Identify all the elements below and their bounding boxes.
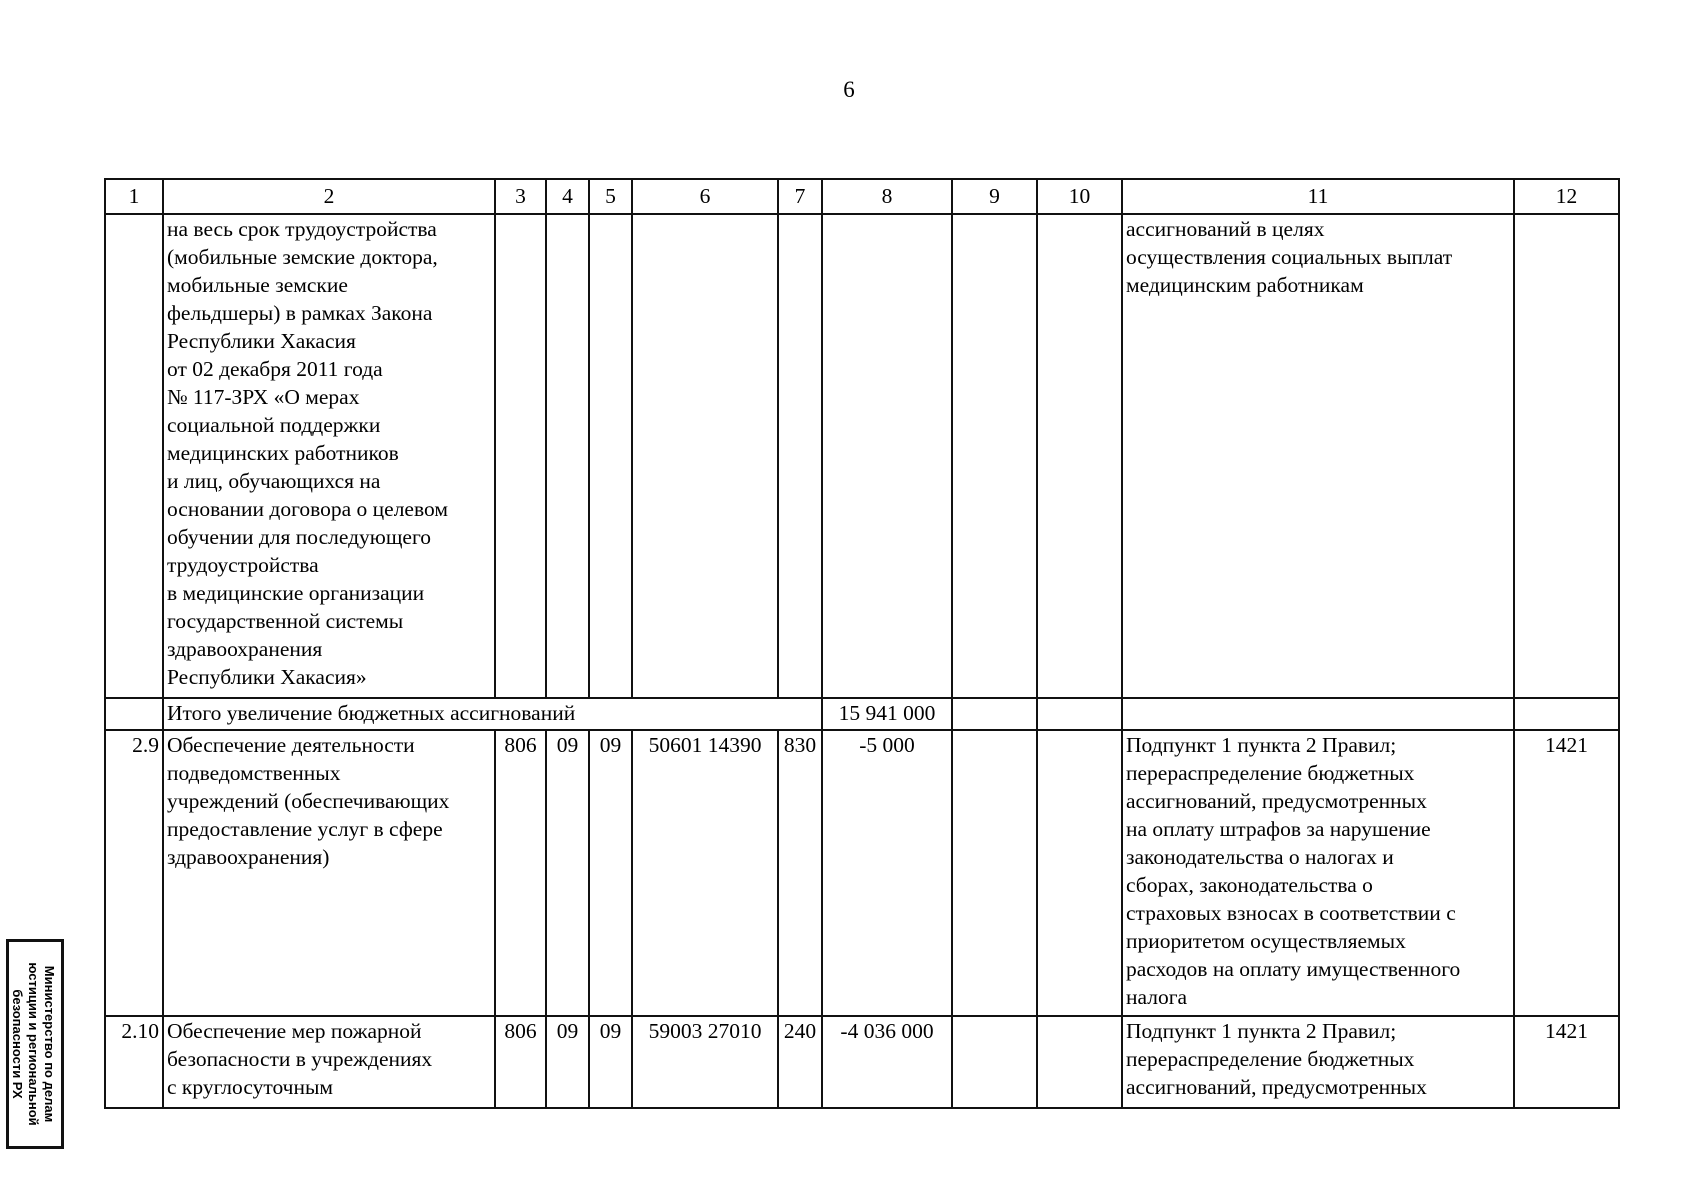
cell-col9 [952,698,1037,730]
cell-col12 [1514,698,1619,730]
cell-total-amount: 15 941 000 [822,698,952,730]
cell-subsection: 09 [589,730,632,1016]
column-header: 6 [632,179,778,214]
cell-col12: 1421 [1514,1016,1619,1108]
column-header: 10 [1037,179,1122,214]
table-row [105,1016,1619,1108]
column-header: 2 [163,179,495,214]
cell-basis: Подпункт 1 пункта 2 Правил; перераспределение бюджетных ассигнований, предусмотренных [1122,1016,1514,1108]
stamp-line: безопасности РХ [10,989,25,1099]
cell-code: 806 [495,730,546,1016]
cell-section [546,214,589,698]
cell-section: 09 [546,1016,589,1108]
column-header: 1 [105,179,163,214]
cell-subsection: 09 [589,1016,632,1108]
page-number: 6 [843,77,855,102]
cell-target-article: 50601 14390 [632,730,778,1016]
cell-expense-type: 240 [778,1016,822,1108]
cell-col12: 1421 [1514,730,1619,1016]
column-header: 8 [822,179,952,214]
column-header: 7 [778,179,822,214]
stamp-line: Министерство по делам [42,965,57,1123]
cell-basis: Подпункт 1 пункта 2 Правил; перераспределение бюджетных ассигнований, предусмотренных на оплату штрафов за нарушение законодательства о налогах и сборах, законодательства о страховых взносах в соответствии с приоритетом осуществляемых расходов на оплату имущественного налога [1122,730,1514,1016]
table-header-row [105,179,1619,214]
cell-amount: -5 000 [822,730,952,1016]
cell-col12 [1514,214,1619,698]
column-header: 3 [495,179,546,214]
cell-col9 [952,1016,1037,1108]
cell-code [495,214,546,698]
column-header: 5 [589,179,632,214]
cell-expense-type: 830 [778,730,822,1016]
cell-description: Обеспечение деятельности подведомственных учреждений (обеспечивающих предоставление услуг в сфере здравоохранения) [163,730,495,1016]
cell-target-article [632,214,778,698]
cell-code: 806 [495,1016,546,1108]
column-header: 12 [1514,179,1619,214]
table-row [105,214,1619,698]
cell-expense-type [778,214,822,698]
cell-section: 09 [546,730,589,1016]
cell-col10 [1037,730,1122,1016]
cell-col9 [952,730,1037,1016]
cell-subsection [589,214,632,698]
cell-item-number: 2.9 [105,730,163,1016]
table-row-total [105,698,1619,730]
cell-total-label: Итого увеличение бюджетных ассигнований [163,698,822,730]
cell-item-number: 2.10 [105,1016,163,1108]
column-header: 4 [546,179,589,214]
column-header: 11 [1122,179,1514,214]
budget-table [104,178,1620,1109]
cell-target-article: 59003 27010 [632,1016,778,1108]
cell-col9 [952,214,1037,698]
ministry-stamp [6,939,64,1149]
cell-col10 [1037,698,1122,730]
cell-amount [822,214,952,698]
table-row [105,730,1619,1016]
cell-basis: ассигнований в целях осуществления социальных выплат медицинским работникам [1122,214,1514,698]
cell-item-number [105,698,163,730]
cell-description: Обеспечение мер пожарной безопасности в учреждениях с круглосуточным [163,1016,495,1108]
cell-basis [1122,698,1514,730]
cell-col10 [1037,1016,1122,1108]
cell-col10 [1037,214,1122,698]
stamp-line: юстиции и региональной [26,962,41,1126]
column-header: 9 [952,179,1037,214]
cell-amount: -4 036 000 [822,1016,952,1108]
cell-item-number [105,214,163,698]
cell-description: на весь срок трудоустройства (мобильные земские доктора, мобильные земские фельдшеры) в рамках Закона Республики Хакасия от 02 декабря 2011 года № 117-ЗРХ «О мерах социальной поддержки медицинских работников и лиц, обучающихся на основании договора о целевом обучении для последующего трудоустройства в медицинские организации государственной системы здравоохранения Республики Хакасия» [163,214,495,698]
